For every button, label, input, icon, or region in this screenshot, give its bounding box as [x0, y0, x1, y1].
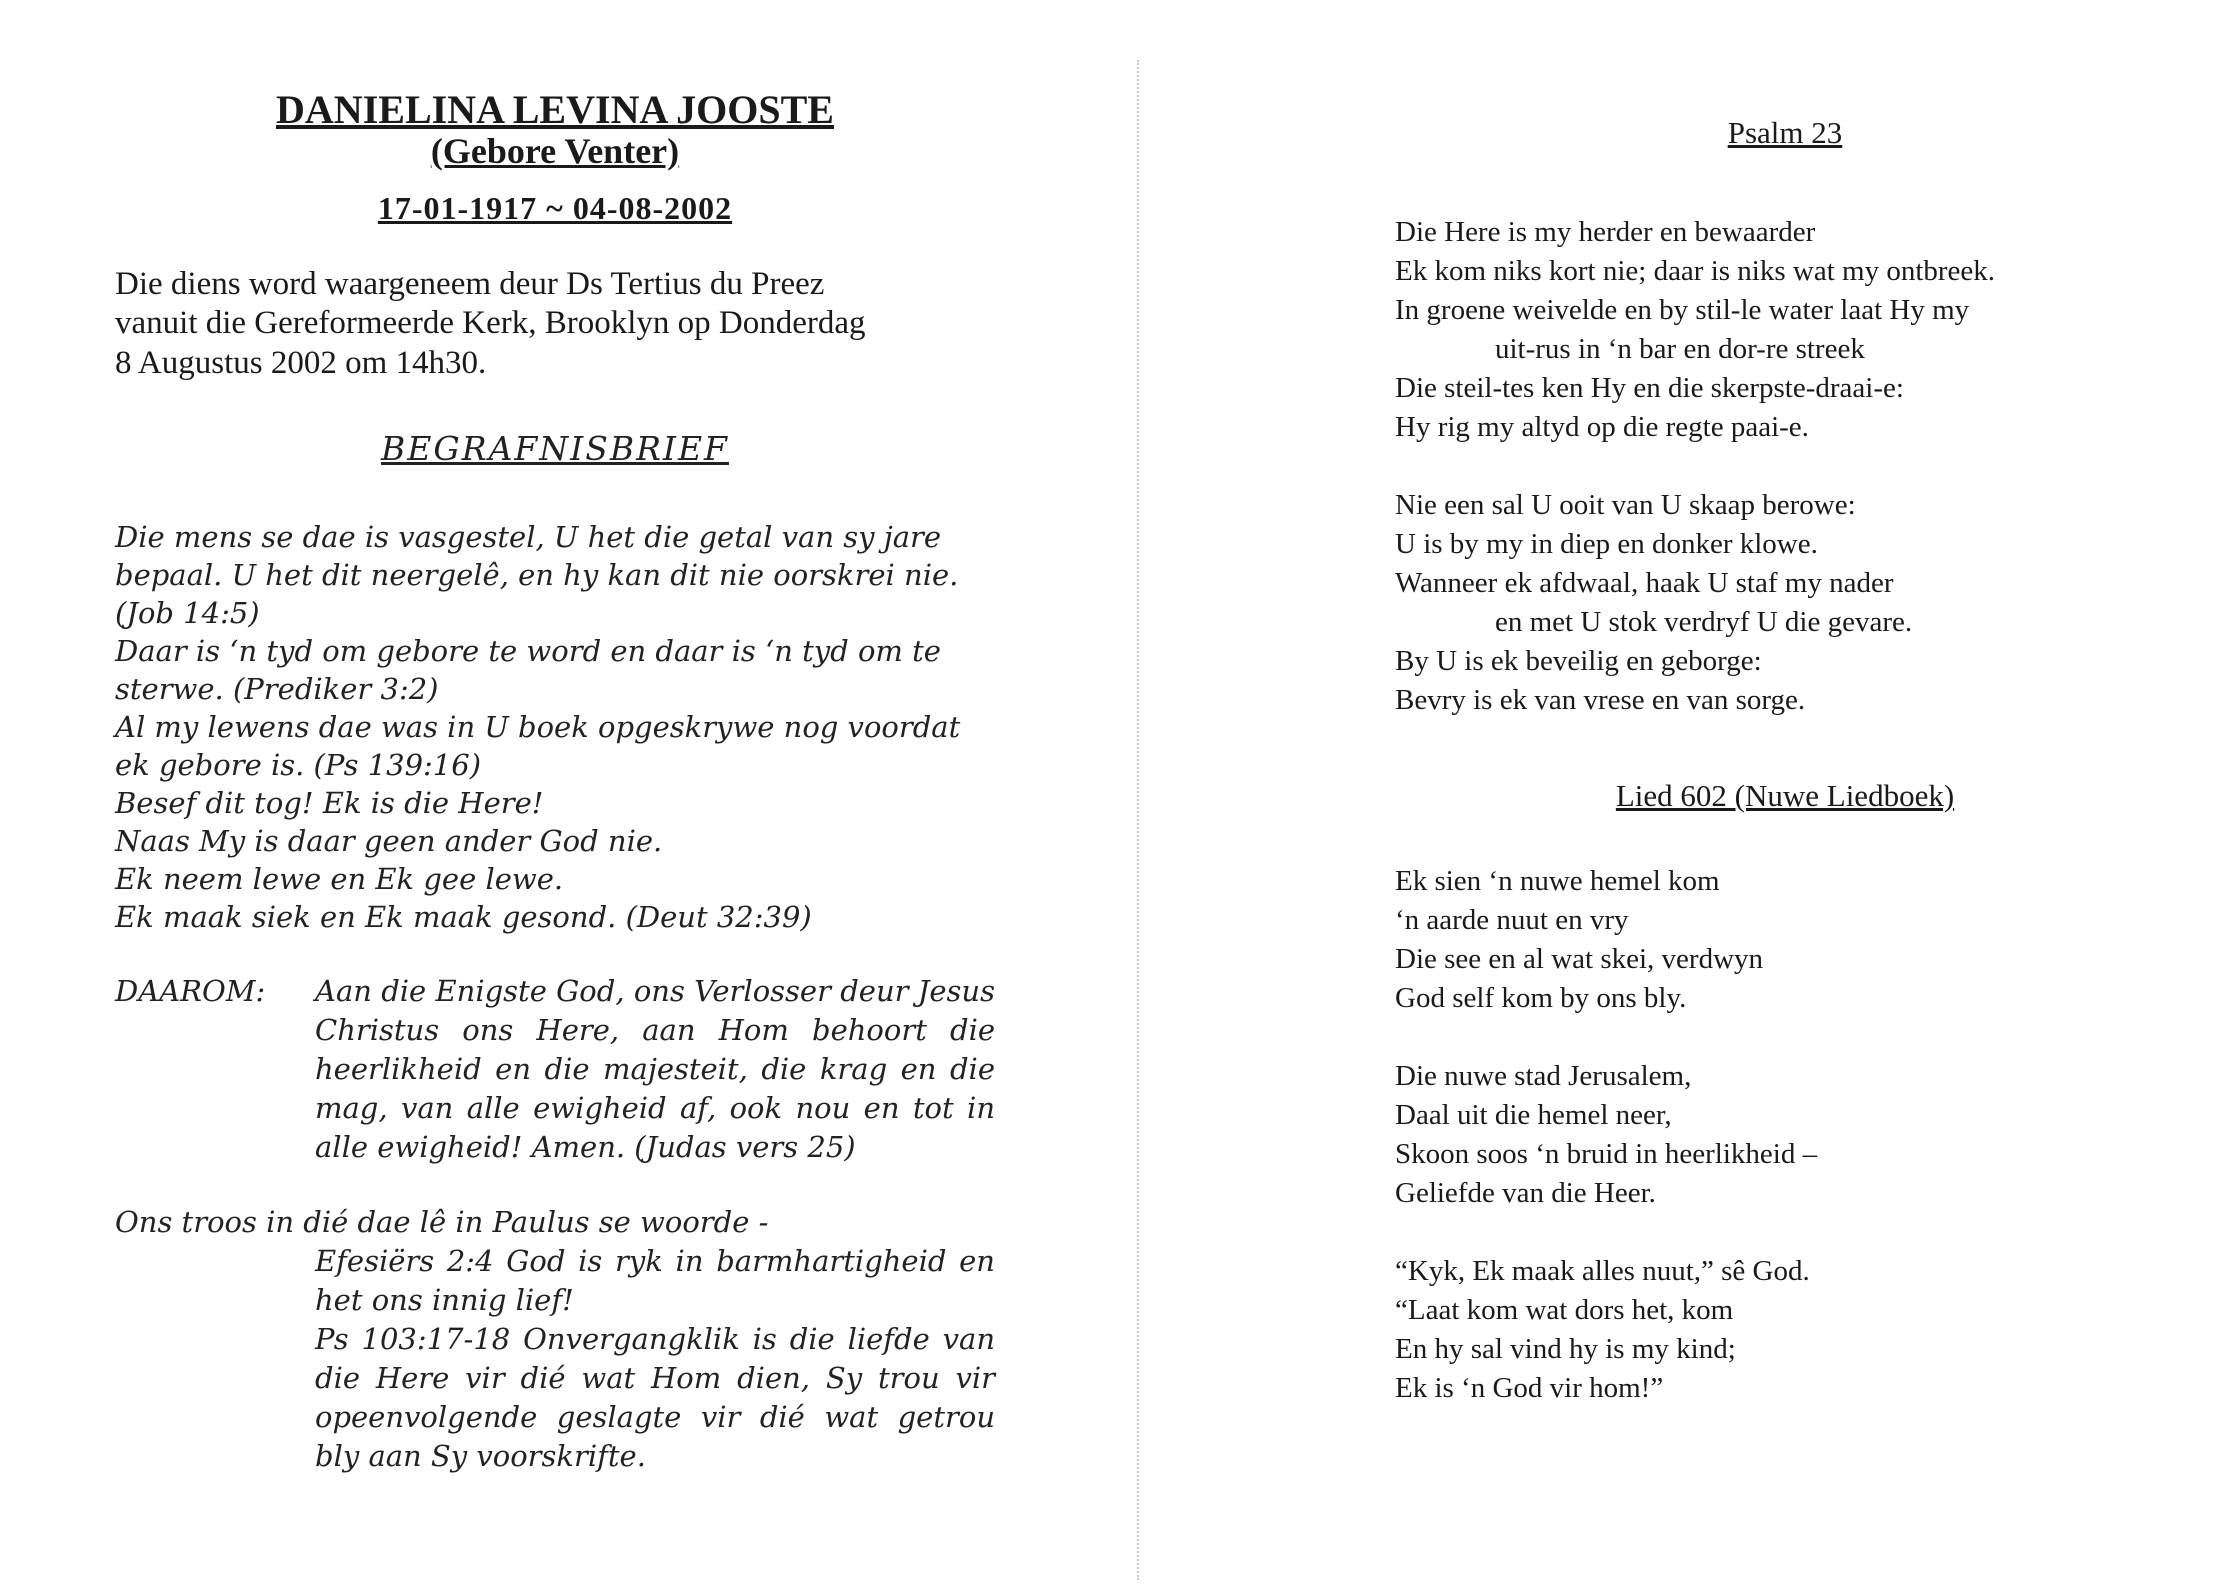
deceased-name: DANIELINA LEVINA JOOSTE — [276, 87, 834, 132]
troos-intro: Ons troos in dié dae lê in Paulus se woorde - — [115, 1205, 769, 1240]
verse-line: ek gebore is. (Ps 139:16) — [115, 748, 482, 783]
stanza-gap — [1395, 1213, 2135, 1252]
header — [115, 88, 995, 227]
left-page — [115, 88, 995, 1476]
lied-text — [1395, 862, 2135, 1408]
service-line: 8 Augustus 2002 om 14h30. — [115, 344, 487, 381]
troos-psalm: Ps 103:17-18 Onvergangklik is die liefde van die Here vir dié wat Hom dien, Sy trou vir opeenvolgende geslagte vir dié wat getrou bly aan Sy voorskrifte. — [315, 1322, 995, 1474]
psalm-title: Psalm 23 — [1727, 115, 1843, 150]
troos-efesiers: Efesiërs 2:4 God is ryk in barmhartigheid en het ons innig lief! — [315, 1244, 995, 1318]
verse-line: Ek maak siek en Ek maak gesond. (Deut 32:39) — [115, 900, 812, 935]
psalm-line: U is by my in diep en donker klowe. — [1395, 528, 1818, 560]
verse-line: Die mens se dae is vasgestel, U het die getal van sy jare — [115, 520, 942, 555]
psalm-line: Wanneer ek afdwaal, haak U staf my nader — [1395, 567, 1894, 599]
life-dates: 17-01-1917 ~ 04-08-2002 — [377, 189, 733, 226]
lied-line: En hy sal vind hy is my kind; — [1395, 1333, 1736, 1365]
scripture-verses — [115, 518, 995, 936]
lied-line: Skoon soos ‘n bruid in heerlikheid – — [1395, 1138, 1818, 1170]
verse-line: Al my lewens dae was in U boek opgeskrywe nog voordat — [115, 710, 961, 745]
psalm-line: In groene weivelde en by stil-le water laat Hy my — [1395, 294, 1970, 326]
lied-line: ‘n aarde nuut en vry — [1395, 904, 1629, 936]
lied-line: Daal uit die hemel neer, — [1395, 1099, 1672, 1131]
stanza-gap — [1395, 1018, 2135, 1057]
page-fold — [1137, 60, 1139, 1580]
service-line: Die diens word waargeneem deur Ds Tertius du Preez — [115, 265, 825, 302]
verse-line: Besef dit tog! Ek is die Here! — [115, 786, 544, 821]
maiden-name: (Gebore Venter) — [430, 131, 680, 171]
verse-line: Ek neem lewe en Ek gee lewe. — [115, 862, 564, 897]
lied-line: God self kom by ons bly. — [1395, 982, 1687, 1014]
psalm-line: Hy rig my altyd op die regte paai-e. — [1395, 411, 1809, 443]
lied-line: “Kyk, Ek maak alles nuut,” sê God. — [1395, 1255, 1810, 1287]
psalm-line: Die Here is my herder en bewaarder — [1395, 216, 1816, 248]
verse-line: Daar is ‘n tyd om gebore te word en daar is ‘n tyd om te — [115, 634, 941, 669]
verse-line: Naas My is daar geen ander God nie. — [115, 824, 663, 859]
lied-line: Die see en al wat skei, verdwyn — [1395, 943, 1764, 975]
lied-line: Ek sien ‘n nuwe hemel kom — [1395, 865, 1720, 897]
psalm-line: Die steil-tes ken Hy en die skerpste-draai-e: — [1395, 372, 1904, 404]
verse-line: bepaal. U het dit neergelê, en hy kan dit nie oorskrei nie. — [115, 558, 959, 593]
lied-line: Ek is ‘n God vir hom!” — [1395, 1372, 1664, 1404]
stanza-gap — [1395, 447, 2135, 486]
lied-line: Die nuwe stad Jerusalem, — [1395, 1060, 1692, 1092]
psalm-line: uit-rus in ‘n bar en dor-re streek — [1495, 333, 1865, 365]
psalm-line: Bevry is ek van vrese en van sorge. — [1395, 684, 1806, 716]
service-line: vanuit die Gereformeerde Kerk, Brooklyn op Donderdag — [115, 305, 866, 342]
daarom-text: Aan die Enigste God, ons Verlosser deur Jesus Christus ons Here, aan Hom behoort die heerlikheid en die majesteit, die krag en die mag, van alle ewigheid af, ook nou en tot in alle ewigheid! Amen. (Judas vers 25) — [315, 974, 995, 1165]
brief-title: BEGRAFNISBRIEF — [381, 429, 729, 469]
right-page — [1395, 115, 2135, 1408]
lied-line: “Laat kom wat dors het, kom — [1395, 1294, 1734, 1326]
psalm-line: en met U stok verdryf U die gevare. — [1495, 606, 1913, 638]
psalm-line: By U is ek beveilig en geborge: — [1395, 645, 1762, 677]
verse-line: (Job 14:5) — [115, 596, 260, 631]
psalm-line: Ek kom niks kort nie; daar is niks wat my ontbreek. — [1395, 255, 1996, 287]
psalm-line: Nie een sal U ooit van U skaap berowe: — [1395, 489, 1856, 521]
daarom-label: DAAROM: — [115, 974, 266, 1009]
lied-title: Lied 602 (Nuwe Liedboek) — [1615, 778, 1955, 813]
service-info — [115, 265, 995, 384]
psalm-text — [1395, 213, 2135, 720]
lied-line: Geliefde van die Heer. — [1395, 1177, 1656, 1209]
daarom-section — [115, 972, 995, 1167]
verse-line: sterwe. (Prediker 3:2) — [115, 672, 439, 707]
troos-section — [115, 1203, 995, 1476]
